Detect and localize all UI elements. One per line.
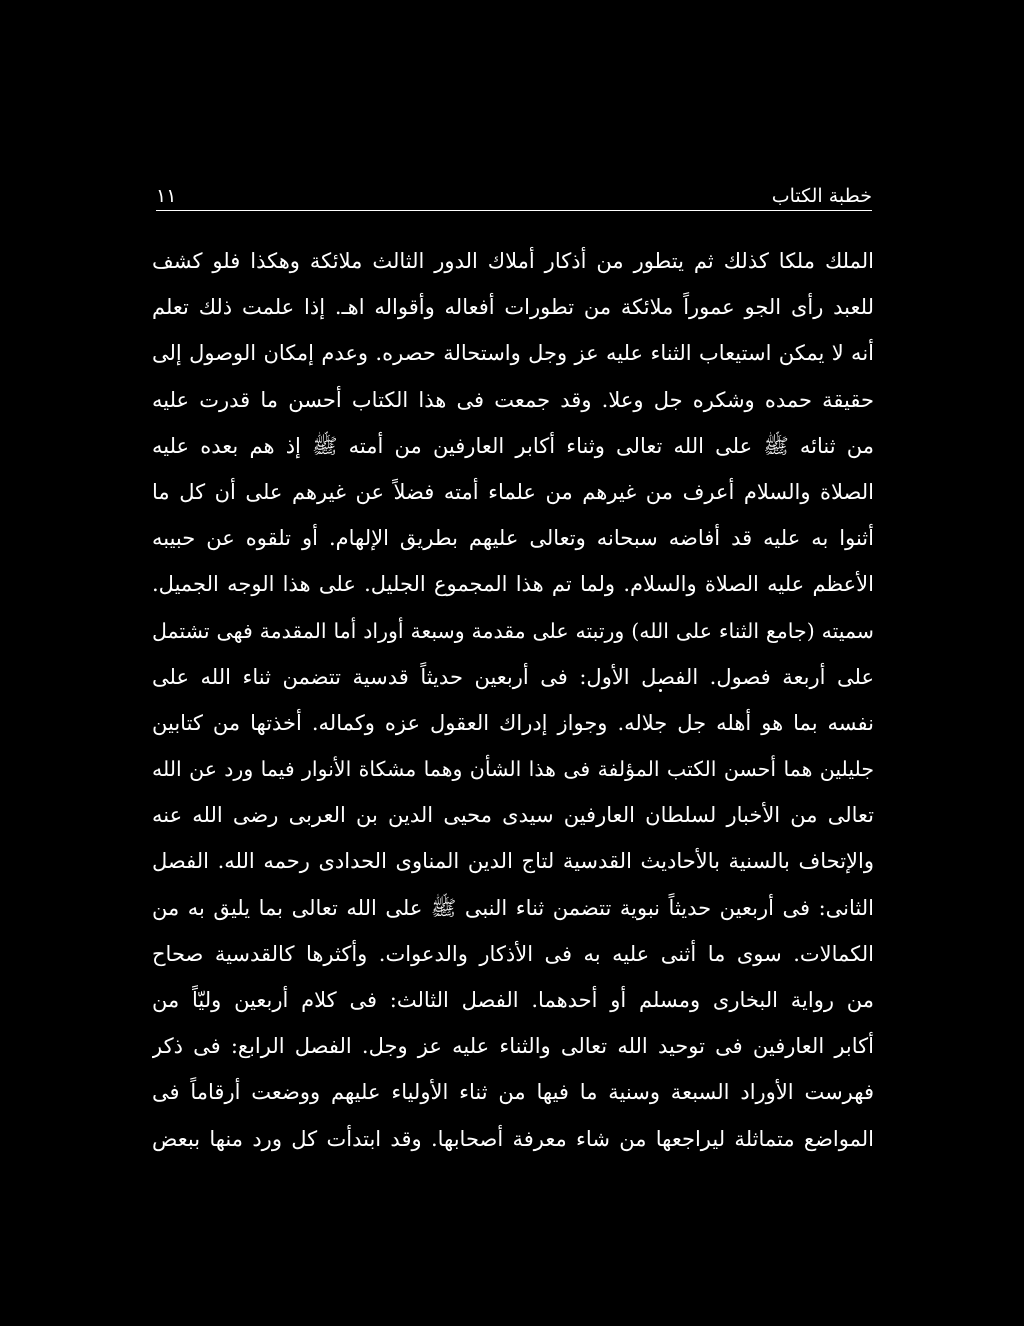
text-line: أنه لا يمكن استيعاب الثناء عليه عز وجل واستحالة حصره. وعدم إمكان الوصول إلى <box>152 341 874 366</box>
text-line: سميته (جامع الثناء على الله) ورتبته على مقدمة وسبعة أوراد أما المقدمة فهى تشتمل <box>152 618 874 643</box>
text-line: والإتحاف بالسنية بالأحاديث القدسية لتاج الدين المناوى الحدادى رحمه الله. الفصل <box>152 849 874 874</box>
text-line: حقيقة حمده وشكره جل وعلا. وقد جمعت فى هذا الكتاب أحسن ما قدرت عليه <box>152 387 874 412</box>
body-text <box>152 238 874 1162</box>
text-line: جليلين هما أحسن الكتب المؤلفة فى هذا الشأن وهما مشكاة الأنوار فيما ورد عن الله <box>152 757 874 782</box>
header-rule <box>156 210 872 211</box>
page-header <box>156 178 872 208</box>
text-line: الصلاة والسلام أعرف من غيرهم من علماء أمته فضلاً عن غيرهم على أن كل ما <box>152 479 874 504</box>
text-line: على أربعة فصول. الفصل الأول: فى أربعين حديثاً قدسية تتضمن ثناء الله على <box>152 664 874 689</box>
header-title: خطبة الكتاب <box>771 185 872 207</box>
text-line: المواضع متماثلة ليراجعها من شاء معرفة أصحابها. وقد ابتدأت كل ورد منها ببعض <box>152 1126 874 1151</box>
text-line: من ثنائه ﷺ على الله تعالى وثناء أكابر العارفين من أمته ﷺ إذ هم بعده عليه <box>152 433 874 458</box>
text-line: الثانى: فى أربعين حديثاً نبوية تتضمن ثناء النبى ﷺ على الله تعالى بما يليق به من <box>152 895 874 920</box>
text-line: تعالى من الأخبار لسلطان العارفين سيدى محيى الدين بن العربى رضى الله عنه <box>152 803 874 828</box>
text-line: للعبد رأى الجو عموراً ملائكة من تطورات أفعاله وأقواله اهـ. إذا علمت ذلك تعلم <box>152 295 874 320</box>
ink-speck <box>659 689 662 692</box>
text-line: الملك ملكا كذلك ثم يتطور من أذكار أملاك الدور الثالث ملائكة وهكذا فلو كشف <box>152 249 874 273</box>
text-line: أثنوا به عليه قد أفاضه سبحانه وتعالى عليهم بطريق الإلهام. أو تلقوه عن حبيبه <box>152 526 874 551</box>
page-number: ١١ <box>156 185 177 207</box>
text-line: فهرست الأوراد السبعة وسنية ما فيها من ثناء الأولياء عليهم ووضعت أرقاماً فى <box>152 1080 874 1105</box>
text-line: الأعظم عليه الصلاة والسلام. ولما تم هذا المجموع الجليل. على هذا الوجه الجميل. <box>152 572 874 597</box>
text-line: من رواية البخارى ومسلم أو أحدهما. الفصل الثالث: فى كلام أربعين وليّاً من <box>152 988 874 1012</box>
text-line: نفسه بما هو أهله جل جلاله. وجواز إدراك العقول عزه وكماله. أخذتها من كتابين <box>152 710 874 735</box>
text-line: الكمالات. سوى ما أثنى عليه به فى الأذكار والدعوات. وأكثرها كالقدسية صحاح <box>152 941 874 966</box>
text-line: أكابر العارفين فى توحيد الله تعالى والثناء عليه عز وجل. الفصل الرابع: فى ذكر <box>152 1034 874 1059</box>
